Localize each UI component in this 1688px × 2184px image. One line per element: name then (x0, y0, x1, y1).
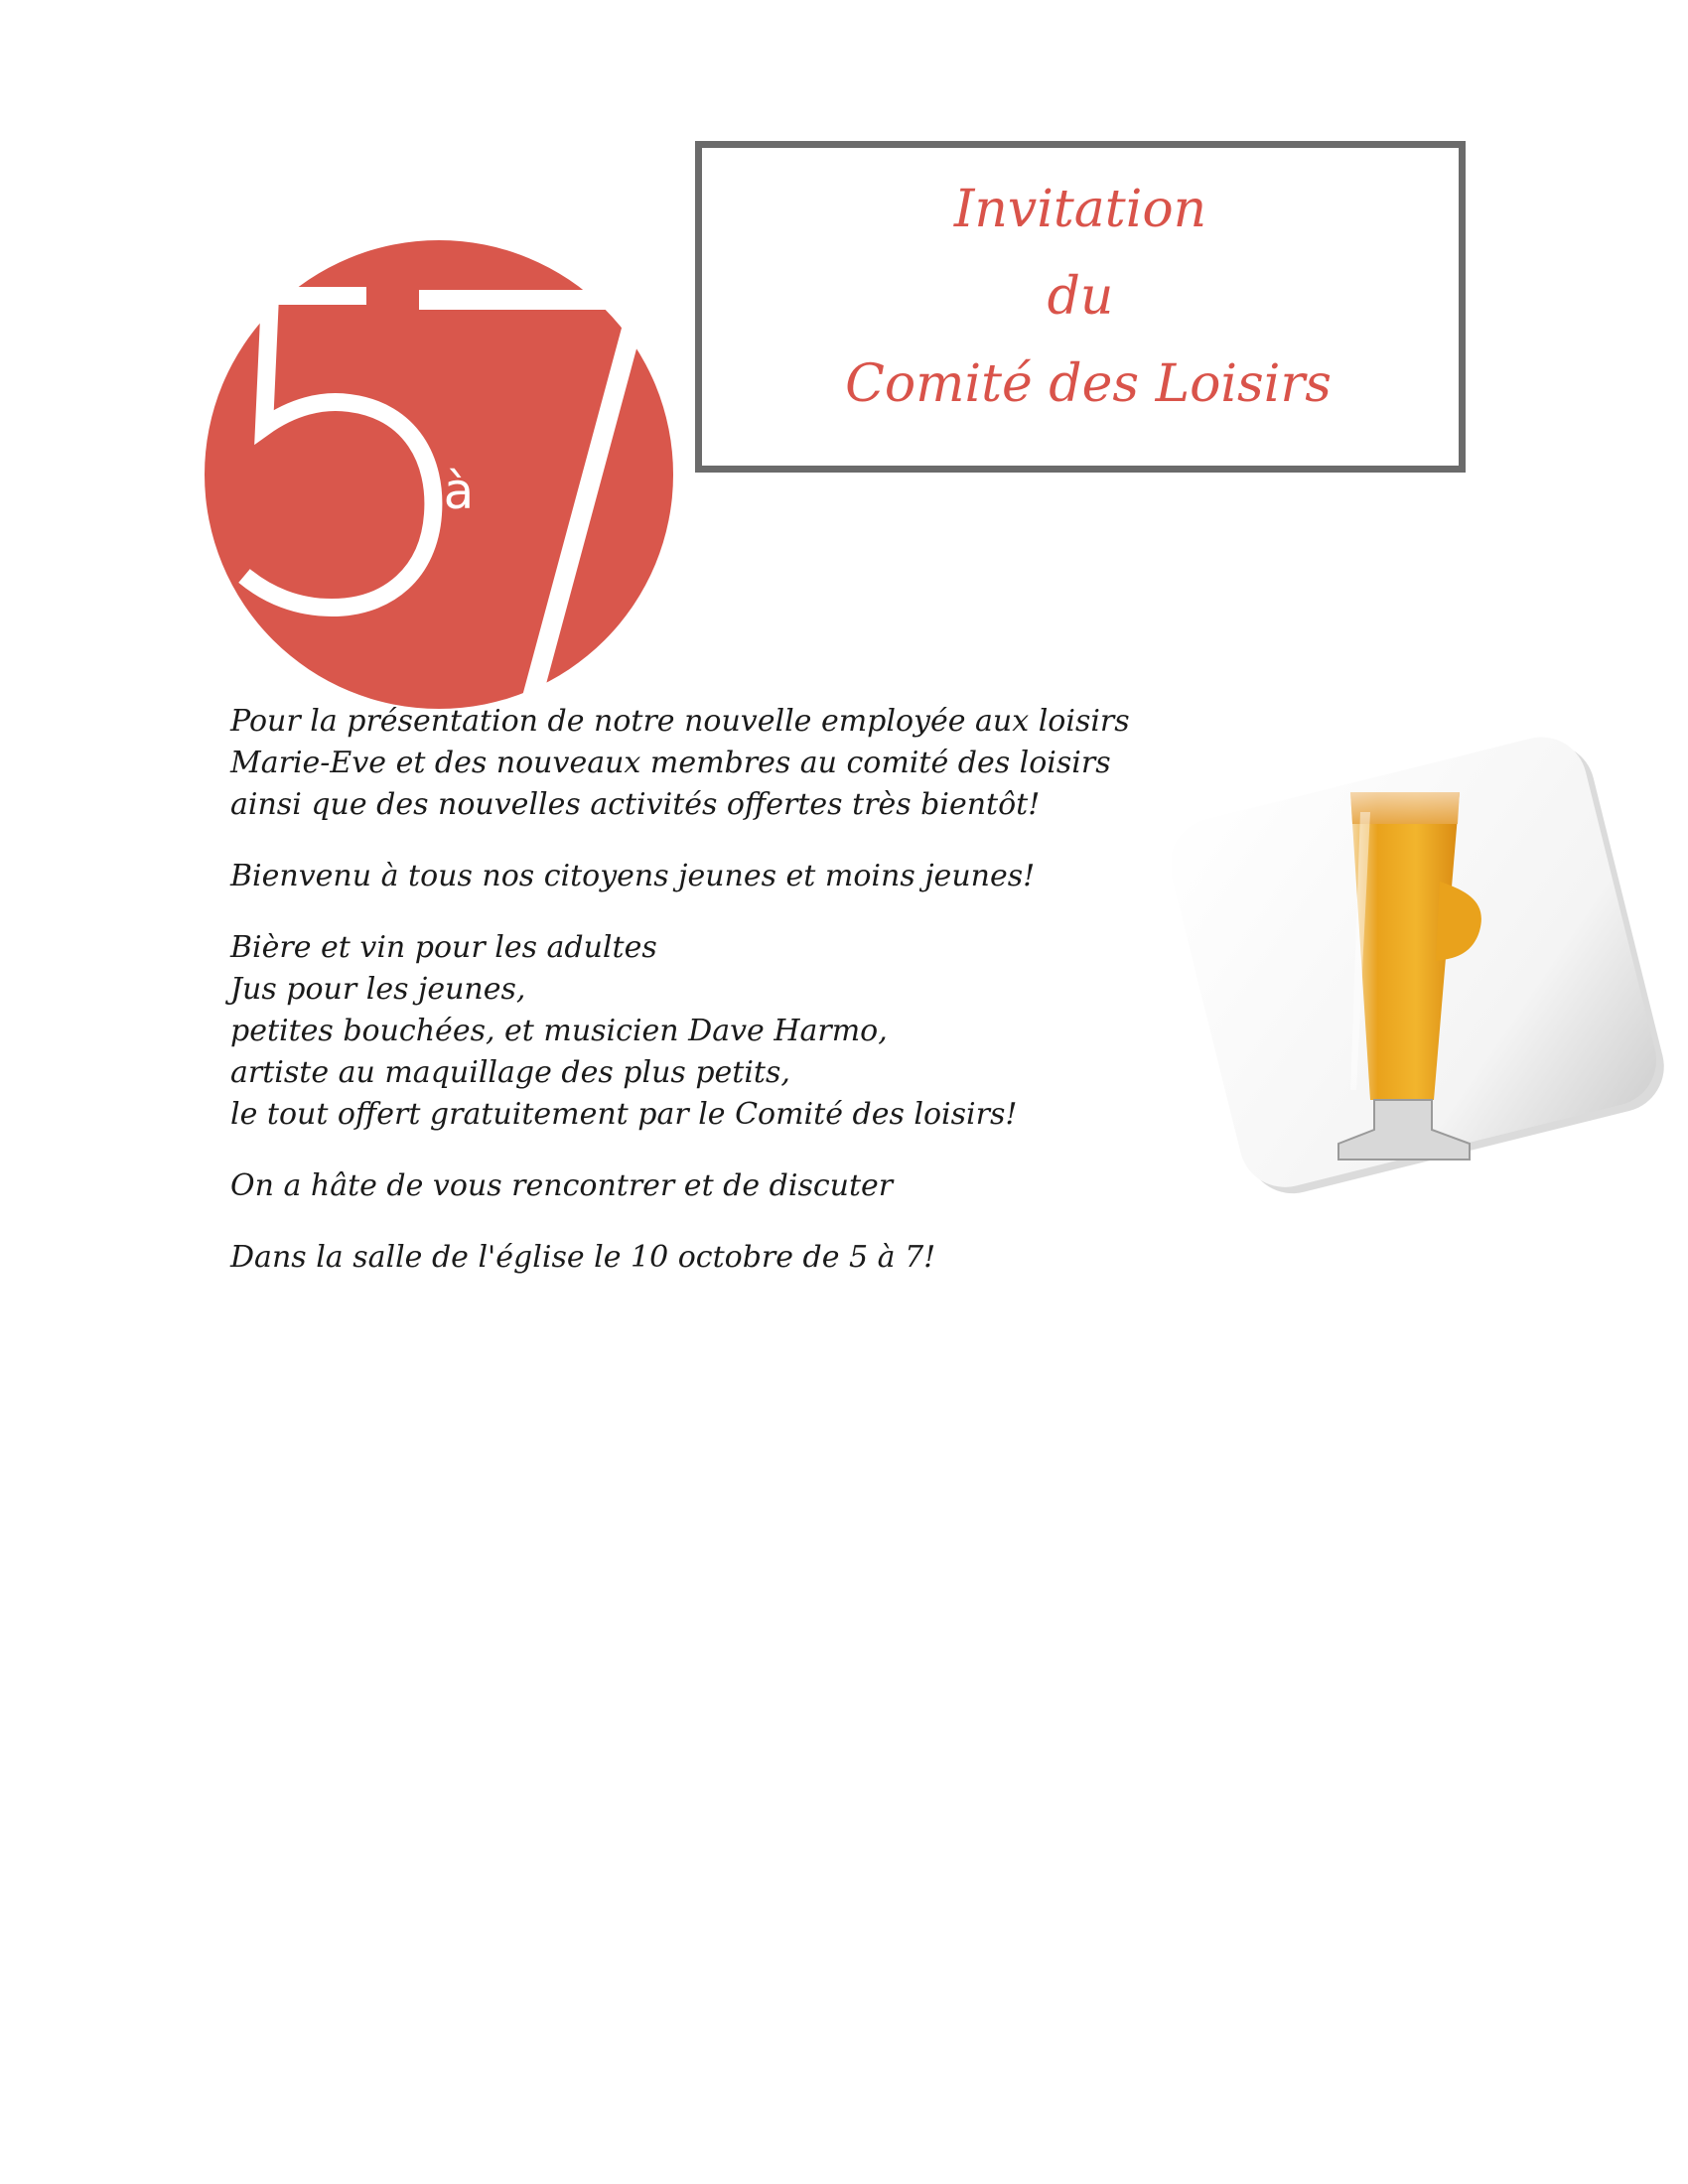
title-line-comite: Comité des Loisirs (845, 354, 1332, 414)
intro-paragraph (230, 701, 1223, 826)
offer-line: Bière et vin pour les adultes (230, 930, 657, 965)
invitation-body (230, 701, 1223, 1308)
welcome-paragraph (230, 856, 1223, 897)
location-line: Dans la salle de l'église le 10 octobre de 5 à 7! (230, 1240, 936, 1275)
title-line-du: du (1047, 267, 1114, 327)
offer-line: petites bouchées, et musicien Dave Harmo, (230, 1014, 888, 1048)
logo-connector: à (443, 463, 475, 520)
offer-line: artiste au maquillage des plus petits, (230, 1055, 790, 1090)
intro-line: ainsi que des nouvelles activités offertes très bientôt! (230, 787, 1041, 822)
welcome-line: Bienvenu à tous nos citoyens jeunes et moins jeunes! (230, 859, 1036, 893)
title-box (695, 141, 1466, 473)
offer-line: Jus pour les jeunes, (230, 972, 526, 1007)
offer-line: le tout offert gratuitement par le Comité des loisirs! (230, 1097, 1018, 1132)
offer-paragraph (230, 927, 1223, 1136)
beer-glass-icon (1172, 733, 1666, 1205)
five-to-seven-logo (203, 238, 675, 711)
title-line-invitation: Invitation (953, 180, 1207, 239)
looking-forward-paragraph (230, 1165, 1223, 1207)
location-paragraph (230, 1237, 1223, 1279)
looking-forward-line: On a hâte de vous rencontrer et de discuter (230, 1168, 894, 1203)
intro-line: Pour la présentation de notre nouvelle employée aux loisirs (230, 704, 1130, 739)
intro-line: Marie-Eve et des nouveaux membres au comité des loisirs (230, 746, 1111, 780)
